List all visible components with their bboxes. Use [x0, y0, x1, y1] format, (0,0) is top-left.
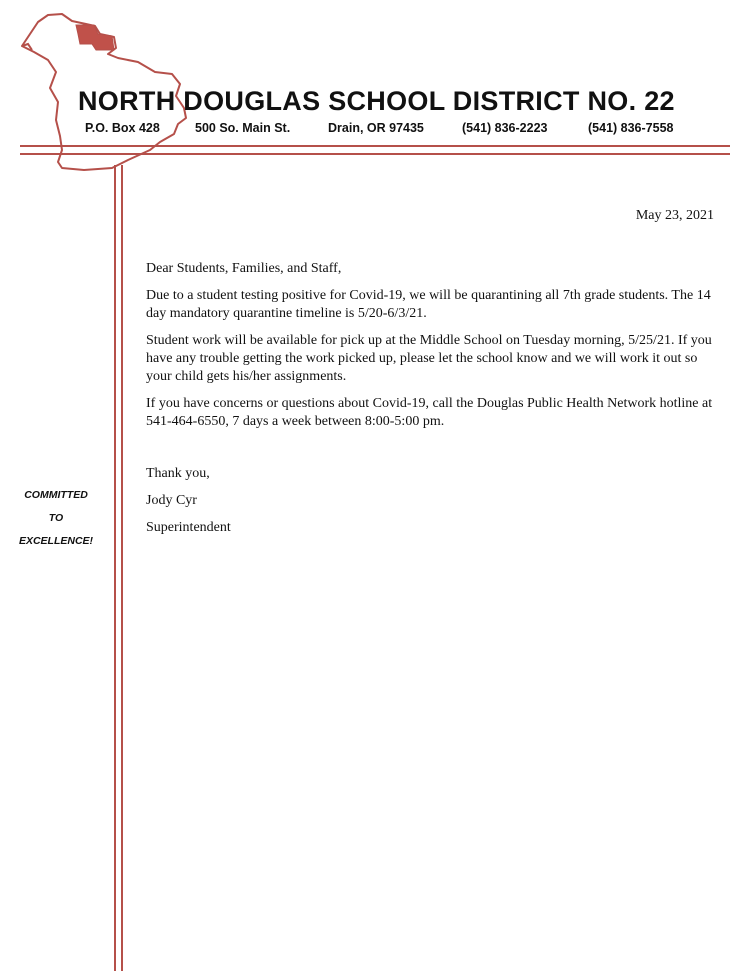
po-box: P.O. Box 428 [85, 121, 160, 135]
phone-primary: (541) 836-2223 [462, 121, 548, 135]
motto-line-1: COMMITTED [24, 489, 88, 501]
salutation: Dear Students, Families, and Staff, [146, 261, 342, 276]
letter-body [146, 260, 721, 546]
signer-title: Superintendent [146, 520, 231, 535]
city-state-zip: Drain, OR 97435 [328, 121, 424, 135]
letter-date: May 23, 2021 [635, 208, 714, 223]
street-address: 500 So. Main St. [195, 121, 291, 135]
motto-line-3: EXCELLENCE! [18, 535, 94, 547]
district-name: NORTH DOUGLAS SCHOOL DISTRICT NO. 22 [78, 86, 675, 116]
paragraph-pickup: Student work will be available for pick up at the Middle School on Tuesday morning, 5/25/21. If you have any trouble getting the work picked up, please let the school know and we will work it out so your child gets his/her assignments. [146, 333, 712, 384]
paragraph-quarantine: Due to a student testing positive for Covid-19, we will be quarantining all 7th grade students. The 14 day mandatory quarantine timeline is 5/20-6/3/21. [146, 288, 711, 321]
paragraph-health-contact: If you have concerns or questions about Covid-19, call the Douglas Public Health Network hotline at 541-464-6550, 7 days a week between 8:00-5:00 pm. [146, 396, 713, 429]
phone-secondary: (541) 836-7558 [588, 121, 674, 135]
motto-line-2: TO [48, 512, 64, 524]
signer-name: Jody Cyr [146, 493, 197, 508]
district-highlight [76, 25, 114, 50]
closing: Thank you, [146, 466, 210, 481]
